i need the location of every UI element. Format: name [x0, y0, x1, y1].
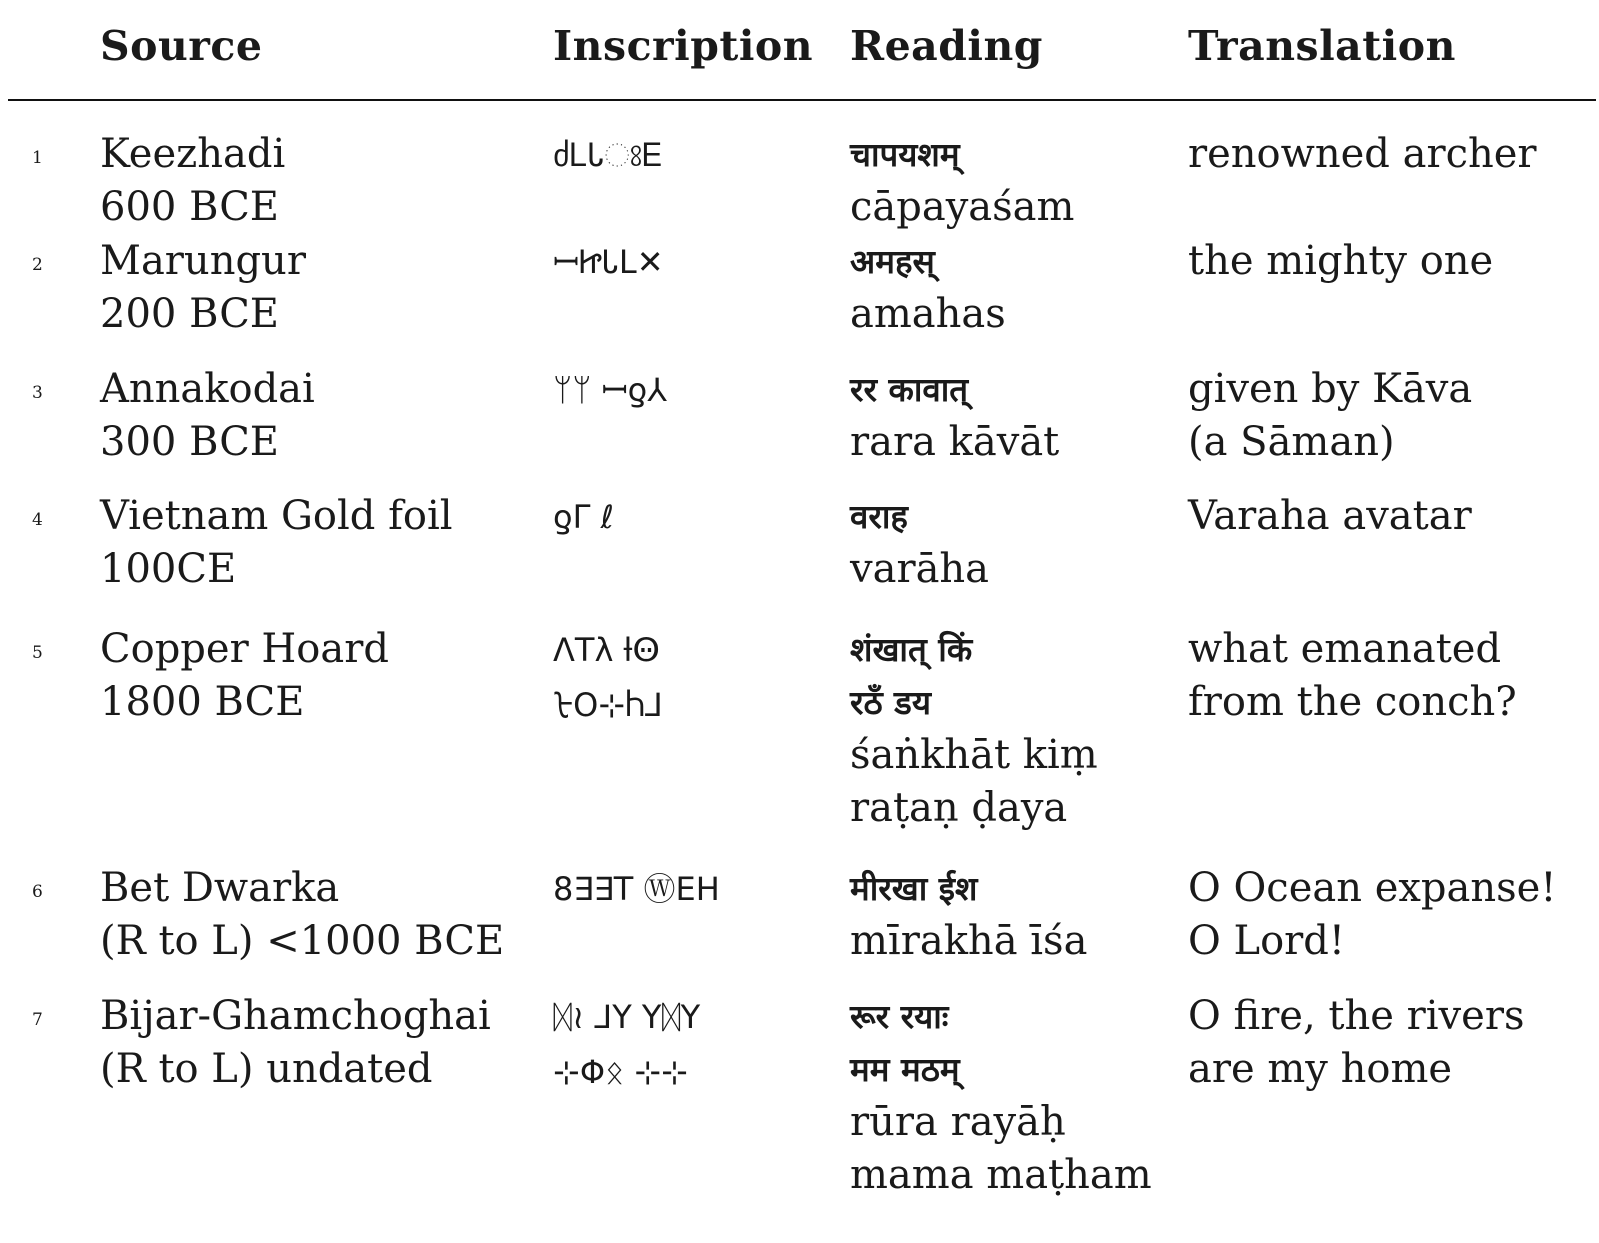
translation-line: are my home — [1188, 1046, 1453, 1092]
reading-cell — [850, 990, 1152, 1202]
reading-cell — [850, 235, 1006, 341]
translation-line: O fire, the rivers — [1188, 993, 1525, 1039]
reading-devanagari: रूर रयाः — [850, 997, 949, 1036]
source-line: 600 BCE — [100, 184, 280, 230]
header-reading: Reading — [850, 22, 1043, 70]
translation-line: (a Sāman) — [1188, 419, 1395, 465]
source-line: Copper Hoard — [100, 626, 389, 672]
reading-devanagari: मीरखा ईश — [850, 869, 978, 908]
row-number: 1 — [32, 148, 43, 168]
reading-devanagari: रठँ डय — [850, 683, 931, 722]
source-line: Vietnam Gold foil — [100, 493, 453, 539]
header-translation: Translation — [1188, 22, 1456, 70]
source-cell — [100, 990, 491, 1096]
inscription-glyphs: ᐱTλ ƚꙪ — [553, 631, 660, 669]
source-cell — [100, 128, 285, 234]
translation-line: what emanated — [1188, 626, 1502, 672]
source-line: Keezhadi — [100, 131, 286, 177]
reading-devanagari: अमहस् — [850, 242, 935, 281]
reading-transliteration: varāha — [850, 546, 990, 592]
source-line: (R to L) <1000 BCE — [100, 918, 505, 964]
reading-devanagari: मम मठम् — [850, 1050, 960, 1089]
translation-cell — [1188, 623, 1517, 729]
reading-transliteration: mīrakhā īśa — [850, 918, 1088, 964]
inscription-glyphs: ძᏞᏓଃᎬ — [553, 136, 663, 174]
translation-cell — [1188, 363, 1472, 469]
source-cell — [100, 490, 453, 596]
reading-devanagari: चापयशम् — [850, 135, 960, 174]
reading-transliteration: rūra rayāḥ — [850, 1099, 1066, 1145]
source-line: 1800 BCE — [100, 679, 305, 725]
translation-line: given by Kāva — [1188, 366, 1473, 412]
row-number: 2 — [32, 255, 43, 275]
reading-cell — [850, 363, 1059, 469]
translation-cell — [1188, 128, 1537, 181]
translation-line: Varaha avatar — [1188, 493, 1472, 539]
inscription-glyphs: ᛘᛘ ꟷƍ⅄ — [553, 371, 667, 409]
reading-transliteration: cāpayaśam — [850, 184, 1075, 230]
translation-cell — [1188, 990, 1524, 1096]
translation-line: O Ocean expanse! — [1188, 865, 1557, 911]
inscription-glyphs: ᛞ≀ ⅃Y YᛞY — [553, 998, 701, 1036]
inscription-cell — [553, 128, 823, 183]
source-cell — [100, 623, 389, 729]
reading-cell — [850, 862, 1087, 968]
source-line: (R to L) undated — [100, 1046, 433, 1092]
inscription-glyphs: ᡶO⊹Ⴙ⅃ — [553, 686, 663, 724]
row-number: 3 — [32, 383, 43, 403]
source-line: 300 BCE — [100, 419, 280, 465]
translation-cell — [1188, 235, 1493, 288]
inscription-cell — [553, 363, 823, 418]
reading-cell — [850, 490, 989, 596]
reading-cell — [850, 128, 1074, 234]
translation-cell — [1188, 490, 1472, 543]
inscription-glyphs: ⊹Φᛟ ⊹⊹ — [553, 1053, 688, 1091]
reading-devanagari: वराह — [850, 497, 908, 536]
source-cell — [100, 235, 306, 341]
row-number: 4 — [32, 510, 43, 530]
header-rule — [8, 99, 1596, 101]
source-line: 100CE — [100, 546, 237, 592]
inscription-cell — [553, 990, 823, 1100]
inscription-glyphs: 8∃∃T ⓌEH — [553, 870, 720, 908]
source-cell — [100, 363, 315, 469]
inscription-cell — [553, 862, 823, 917]
translation-line: O Lord! — [1188, 918, 1345, 964]
reading-transliteration: raṭaṇ ḍaya — [850, 785, 1068, 831]
reading-transliteration: śaṅkhāt kiṃ — [850, 732, 1098, 778]
row-number: 6 — [32, 882, 43, 902]
inscription-glyphs: ꟷᏥᏓᒪ✕ — [553, 243, 664, 281]
reading-devanagari: रर कावात् — [850, 370, 969, 409]
inscription-glyphs: ƍΓ ℓ — [553, 498, 614, 536]
source-line: Bijar-Ghamchoghai — [100, 993, 491, 1039]
reading-transliteration: mama maṭham — [850, 1152, 1152, 1198]
row-number: 5 — [32, 643, 43, 663]
header-inscription: Inscription — [553, 22, 814, 70]
reading-cell — [850, 623, 1098, 835]
translation-line: the mighty one — [1188, 238, 1494, 284]
reading-transliteration: amahas — [850, 291, 1006, 337]
inscription-cell — [553, 490, 823, 545]
inscription-cell — [553, 235, 823, 290]
reading-devanagari: शंखात् किं — [850, 630, 973, 669]
translation-line: from the conch? — [1188, 679, 1517, 725]
translation-line: renowned archer — [1188, 131, 1537, 177]
reading-transliteration: rara kāvāt — [850, 419, 1060, 465]
row-number: 7 — [32, 1010, 43, 1030]
source-line: Bet Dwarka — [100, 865, 340, 911]
source-line: 200 BCE — [100, 291, 280, 337]
header-source: Source — [100, 22, 263, 70]
source-cell — [100, 862, 504, 968]
translation-cell — [1188, 862, 1556, 968]
source-line: Annakodai — [100, 366, 315, 412]
inscription-cell — [553, 623, 823, 733]
source-line: Marungur — [100, 238, 306, 284]
